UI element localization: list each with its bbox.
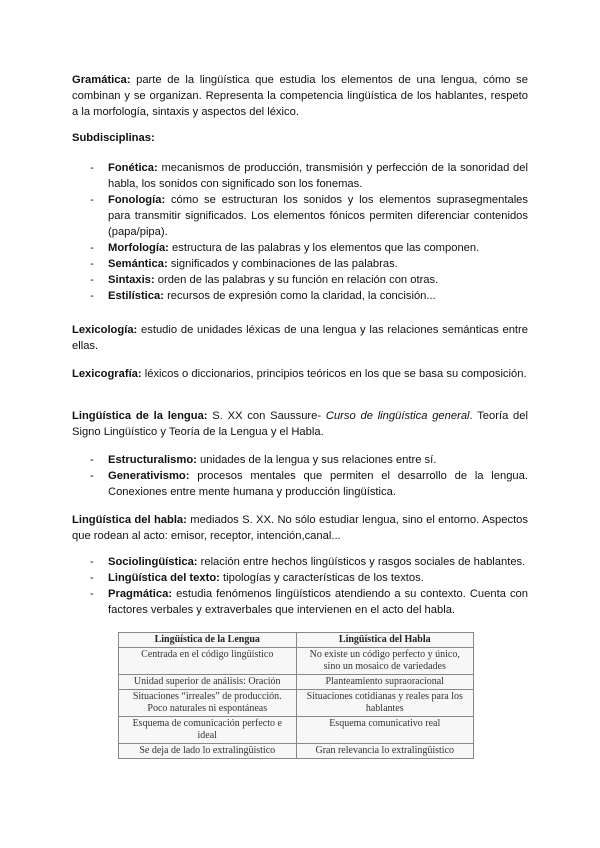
list-item-definition: cómo se estructuran los sonidos y los elementos suprasegmentales para transmitir significados. Los elementos fónicos permiten diferenciar contenidos (papa/pipa). [108,194,528,238]
table-cell: Gran relevancia lo extralingüístico [296,744,474,759]
list-item [90,452,528,468]
list-item-term: Lingüística del texto: [108,572,220,584]
lexicografia-definition: léxicos o diccionarios, principios teóricos en los que se basa su composición. [141,368,527,380]
list-item-term: Estructuralismo: [108,454,197,466]
table-cell: Situaciones “irreales” de producción. Poco naturales ni espontáneas [119,690,297,717]
habla-list [90,554,528,618]
list-item [90,586,528,618]
list-item-term: Semántica: [108,258,168,270]
list-item-definition: orden de las palabras y su función en relación con otras. [154,274,439,286]
gramatica-paragraph [72,72,528,120]
lexicografia-paragraph [72,366,528,382]
table-cell: No existe un código perfecto y único, sino un mosaico de variedades [296,648,474,675]
linguistica-habla-paragraph [72,512,528,544]
lexicografia-term: Lexicografía: [72,368,142,380]
table-cell: Unidad superior de análisis: Oración [119,675,297,690]
table-row [119,690,474,717]
list-item-definition: estudia fenómenos lingüísticos atendiendo a su contexto. Cuenta con factores verbales y extraverbales que intervienen en el acto del habla. [108,588,528,616]
list-item [90,554,528,570]
gramatica-definition: parte de la lingüística que estudia los elementos de una lengua, cómo se combinan y se organizan. Representa la competencia lingüística de los hablantes, respeto a la morfología, sintaxis y aspectos del léxico. [72,74,528,118]
table-row [119,717,474,744]
list-item-term: Pragmática: [108,588,173,600]
linguistica-lengua-paragraph: Lingüística de la lengua: S. XX con Saussure- Curso de lingüística general. Teoría del Signo Lingüístico y Teoría de la Lengua y el Habla. [72,410,528,438]
list-item-term: Fonética: [108,162,158,174]
table-cell: Situaciones cotidianas y reales para los hablantes [296,690,474,717]
lexicologia-paragraph [72,322,528,354]
table-header: Lingüística del Habla [296,633,474,648]
comparison-table [118,632,474,759]
list-item-definition: estructura de las palabras y los elementos que las componen. [168,242,480,254]
list-item-definition: relación entre hechos lingüísticos y rasgos sociales de hablantes. [197,556,526,568]
list-item-definition: procesos mentales que permiten el desarrollo de la lengua. Conexiones entre mente humana y producción lingüística. [108,470,528,498]
gramatica-term: Gramática: [72,74,131,86]
table-row [119,648,474,675]
habla-term: Lingüística del habla: [72,514,187,526]
lengua-term: Lingüística de la lengua: [72,410,208,422]
lexicologia-definition: estudio de unidades léxicas de una lengua y las relaciones semánticas entre ellas. [72,324,528,352]
subdisciplinas-heading: Subdisciplinas: [72,132,155,144]
lexicologia-term: Lexicología: [72,324,138,336]
table-row [119,744,474,759]
lengua-list [90,452,528,500]
list-item-definition: recursos de expresión como la claridad, la concisión... [163,290,436,302]
table-cell: Esquema de comunicación perfecto e ideal [119,717,297,744]
table-cell: Esquema comunicativo real [296,717,474,744]
table-cell: Planteamiento supraoracional [296,675,474,690]
list-item [90,256,528,272]
list-item [90,468,528,500]
habla-definition: mediados S. XX. No sólo estudiar lengua, sino el entorno. Aspectos que rodean al acto: emisor, receptor, intención,canal... [72,514,528,542]
table-cell: Centrada en el código lingüístico [119,648,297,675]
list-item-definition: unidades de la lengua y sus relaciones entre sí. [196,454,437,466]
list-item-definition: significados y combinaciones de las palabras. [167,258,398,270]
list-item-term: Generativismo: [108,470,190,482]
list-item [90,570,528,586]
list-item-definition: mecanismos de producción, transmisión y perfección de la sonoridad del habla, los sonidos con significado son los fonemas. [108,162,528,190]
list-item-term: Sociolingüística: [108,556,198,568]
list-item [90,272,528,288]
list-item [90,192,528,240]
table-header: Lingüística de la Lengua [119,633,297,648]
table-cell: Se deja de lado lo extralingüístico [119,744,297,759]
book-title: Curso de lingüística general [325,410,470,422]
table-header-row [119,633,474,648]
subdisciplinas-list [90,160,528,304]
list-item-definition: tipologías y características de los textos. [219,572,424,584]
list-item-term: Estilística: [108,290,164,302]
list-item-term: Morfología: [108,242,169,254]
list-item [90,288,528,304]
list-item [90,160,528,192]
list-item-term: Sintaxis: [108,274,155,286]
list-item [90,240,528,256]
table-row [119,675,474,690]
list-item-term: Fonología: [108,194,166,206]
